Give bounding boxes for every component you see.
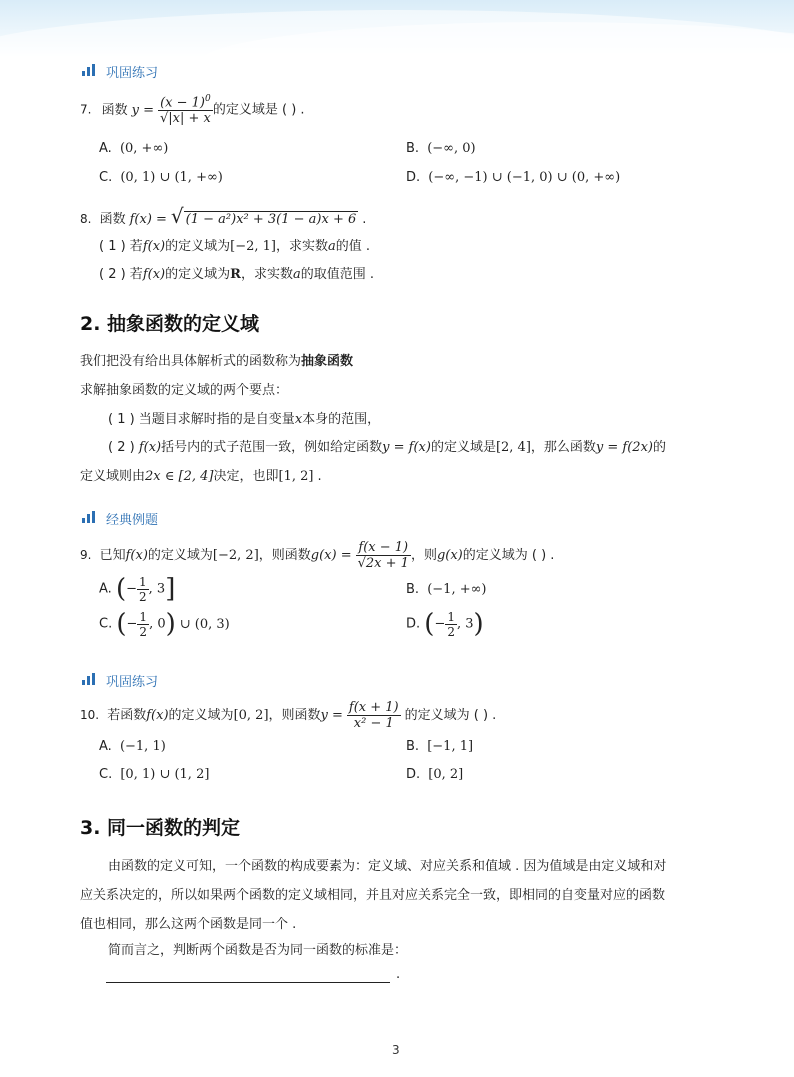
bar-chart-icon bbox=[82, 673, 96, 685]
question-8 bbox=[80, 204, 366, 228]
option-a[interactable] bbox=[99, 739, 166, 754]
text: 的 bbox=[652, 440, 666, 455]
math: − bbox=[126, 581, 137, 597]
text: 本身的范围， bbox=[302, 412, 381, 427]
option-label: D. bbox=[406, 767, 421, 782]
math: y = bbox=[131, 102, 154, 118]
math: f(x) = bbox=[129, 212, 167, 227]
fraction bbox=[137, 575, 149, 604]
math: [2, 4] bbox=[495, 440, 531, 455]
math: f(x) bbox=[142, 267, 166, 282]
fraction bbox=[158, 94, 213, 126]
radicand: (1 − a²)x² + 3(1 − a)x + 6 bbox=[185, 212, 357, 227]
question-8-part-1 bbox=[99, 235, 370, 254]
option-label: D. bbox=[406, 616, 421, 632]
math: a bbox=[292, 267, 301, 282]
bar-chart-icon bbox=[82, 64, 96, 76]
text: 若函数 bbox=[107, 708, 147, 723]
option-b[interactable] bbox=[406, 739, 473, 754]
numerator: f(x − 1) bbox=[358, 540, 409, 555]
bracket: ( bbox=[115, 574, 127, 604]
section-label: 巩固练习 bbox=[106, 66, 159, 81]
text: 的定义域为 bbox=[168, 708, 234, 723]
paragraph-line: 应关系决定的，所以如果两个函数的定义域相同，并且对应关系完全一致，即相同的自变量对应的函数 bbox=[80, 888, 666, 903]
question-text: 函数 bbox=[99, 212, 126, 227]
math: f(x) bbox=[142, 239, 166, 254]
text: 的定义域为 bbox=[165, 239, 231, 254]
text: . bbox=[317, 469, 322, 484]
bold-term: 抽象函数 bbox=[301, 354, 354, 369]
text: 的定义域为 bbox=[147, 548, 213, 563]
sqrt-sign: √ bbox=[170, 204, 184, 228]
denominator: 2 bbox=[447, 624, 455, 639]
option-label: D. bbox=[406, 170, 421, 185]
math: y = bbox=[320, 708, 343, 723]
section-heading: 3. 同一函数的判定 bbox=[80, 817, 241, 839]
math: − bbox=[126, 616, 138, 632]
blank-period: . bbox=[396, 967, 401, 982]
option-b[interactable] bbox=[406, 141, 476, 156]
math: [−2, 2] bbox=[212, 548, 259, 563]
abstract-intro bbox=[80, 350, 353, 369]
bar-chart-icon bbox=[82, 511, 96, 523]
fraction bbox=[137, 610, 149, 639]
math: g(x) = bbox=[310, 548, 352, 563]
text: 括号内的式子范围一致，例如给定函数 bbox=[161, 440, 383, 455]
math: f(x) bbox=[146, 708, 169, 723]
text: ，求实数 bbox=[240, 267, 293, 282]
text: ( 1 ) 当题目求解时指的是自变量 bbox=[108, 412, 295, 427]
fraction bbox=[347, 700, 401, 731]
math: , 3 bbox=[148, 581, 166, 597]
text: 的定义域为 bbox=[165, 267, 231, 282]
option-value: (0, 1) ∪ (1, +∞) bbox=[120, 170, 223, 185]
text: 决定，也即 bbox=[213, 469, 279, 484]
option-value: (0, +∞) bbox=[119, 141, 169, 156]
question-8-part-2 bbox=[99, 263, 374, 282]
abstract-point-1 bbox=[108, 408, 380, 427]
option-label: B. bbox=[406, 582, 420, 597]
option-label: C. bbox=[99, 767, 113, 782]
math: y = f(2x) bbox=[595, 440, 653, 455]
math: , 0 bbox=[149, 616, 166, 632]
option-label: B. bbox=[406, 739, 420, 754]
option-d[interactable] bbox=[406, 170, 620, 185]
option-d[interactable] bbox=[406, 609, 484, 639]
abstract-point-2-cont bbox=[80, 465, 322, 484]
question-9 bbox=[80, 540, 554, 571]
math: − bbox=[434, 616, 446, 632]
paragraph-line: 简而言之，判断两个函数是否为同一函数的标准是： bbox=[108, 943, 408, 958]
option-label: A. bbox=[99, 581, 112, 597]
text: ，求实数 bbox=[275, 239, 328, 254]
abstract-point-2 bbox=[108, 436, 666, 455]
denominator: x² − 1 bbox=[347, 715, 401, 731]
math: , 3 bbox=[457, 616, 474, 632]
text: 已知 bbox=[99, 548, 126, 563]
numerator: (x − 1) bbox=[160, 95, 205, 111]
math: x bbox=[294, 412, 303, 427]
numerator: 1 bbox=[139, 609, 148, 624]
text: ，那么函数 bbox=[530, 440, 596, 455]
text: ，则函数 bbox=[258, 548, 311, 563]
math: 2x ∈ [2, 4] bbox=[145, 469, 214, 484]
abstract-points-title: 求解抽象函数的定义域的两个要点： bbox=[80, 383, 289, 398]
bracket: ( bbox=[116, 609, 127, 639]
option-value: [−1, 1] bbox=[427, 739, 474, 754]
text: ( 1 ) 若 bbox=[99, 239, 143, 254]
text: ，则函数 bbox=[268, 708, 321, 723]
section-label: 经典例题 bbox=[106, 513, 159, 528]
question-10 bbox=[80, 700, 496, 731]
denominator: √2x + 1 bbox=[357, 556, 409, 571]
numerator: 1 bbox=[447, 609, 455, 624]
math: ∪ (0, 3) bbox=[179, 616, 230, 632]
option-c[interactable] bbox=[99, 170, 223, 185]
bracket: ( bbox=[424, 609, 435, 639]
math: [−2, 1] bbox=[230, 239, 276, 254]
paragraph-line: 由函数的定义可知，一个函数的构成要素为：定义域、对应关系和值域 . 因为值域是由定义域和对 bbox=[108, 859, 667, 874]
text: 的取值范围 . bbox=[300, 267, 374, 282]
bracket: ] bbox=[165, 574, 176, 604]
question-7 bbox=[80, 94, 305, 126]
text: 我们把没有给出具体解析式的函数称为 bbox=[80, 354, 302, 369]
question-text: . bbox=[362, 212, 367, 227]
option-value: [0, 2] bbox=[428, 767, 464, 782]
math: [0, 2] bbox=[233, 708, 269, 723]
option-c[interactable] bbox=[99, 609, 230, 639]
page-number: 3 bbox=[392, 1043, 400, 1057]
option-a[interactable] bbox=[99, 574, 175, 604]
option-d[interactable] bbox=[406, 767, 463, 782]
option-label: B. bbox=[406, 141, 420, 156]
text: 定义域则由 bbox=[80, 469, 146, 484]
option-label: A. bbox=[99, 739, 112, 754]
option-label: C. bbox=[99, 170, 113, 185]
text: 的值 . bbox=[335, 239, 371, 254]
option-label: A. bbox=[99, 141, 112, 156]
paragraph-line: 值也相同，那么这两个函数是同一个 . bbox=[80, 917, 297, 932]
bracket: ) bbox=[473, 609, 484, 639]
exponent: 0 bbox=[205, 94, 211, 104]
text: ( 2 ) 若 bbox=[99, 267, 143, 282]
question-number: 9. bbox=[80, 548, 92, 562]
text: ( 2 ) bbox=[108, 440, 135, 455]
text: 的定义域为 ( ) . bbox=[462, 548, 555, 563]
header-banner bbox=[0, 0, 794, 58]
option-value: (−∞, −1) ∪ (−1, 0) ∪ (0, +∞) bbox=[428, 170, 621, 185]
math: a bbox=[327, 239, 336, 254]
question-number: 7. bbox=[80, 102, 92, 117]
option-label: C. bbox=[99, 616, 113, 632]
option-value: (−1, +∞) bbox=[427, 582, 487, 597]
math: f(x) bbox=[138, 440, 162, 455]
question-number: 8. bbox=[80, 212, 92, 226]
option-value: (−∞, 0) bbox=[427, 141, 476, 156]
option-c[interactable] bbox=[99, 767, 209, 782]
option-value: (−1, 1) bbox=[119, 739, 166, 754]
denominator: 2 bbox=[139, 624, 148, 639]
text: 的定义域为 ( ) . bbox=[404, 708, 497, 723]
text: 的定义域是 bbox=[430, 440, 496, 455]
section-heading: 2. 抽象函数的定义域 bbox=[80, 313, 260, 335]
denominator: 2 bbox=[139, 589, 147, 604]
fraction bbox=[445, 610, 457, 639]
fraction bbox=[356, 540, 411, 571]
option-value: [0, 1) ∪ (1, 2] bbox=[120, 767, 210, 782]
section-label: 巩固练习 bbox=[106, 675, 159, 690]
denominator: √|x| + x bbox=[159, 111, 211, 127]
text: ，则 bbox=[410, 548, 437, 563]
option-a[interactable] bbox=[99, 141, 168, 156]
numerator: 1 bbox=[139, 574, 147, 589]
question-text: 的定义域是 ( ) . bbox=[212, 102, 305, 118]
answer-blank[interactable] bbox=[106, 966, 390, 983]
math: [1, 2] bbox=[278, 469, 314, 484]
math: g(x) bbox=[436, 548, 463, 563]
bracket: ) bbox=[165, 609, 176, 639]
math: f(x) bbox=[125, 548, 148, 563]
question-number: 10. bbox=[80, 708, 100, 722]
option-b[interactable] bbox=[406, 582, 487, 597]
numerator: f(x + 1) bbox=[348, 700, 399, 715]
math: R bbox=[230, 267, 241, 282]
question-text: 函数 bbox=[101, 102, 128, 118]
math: y = f(x) bbox=[382, 440, 431, 455]
